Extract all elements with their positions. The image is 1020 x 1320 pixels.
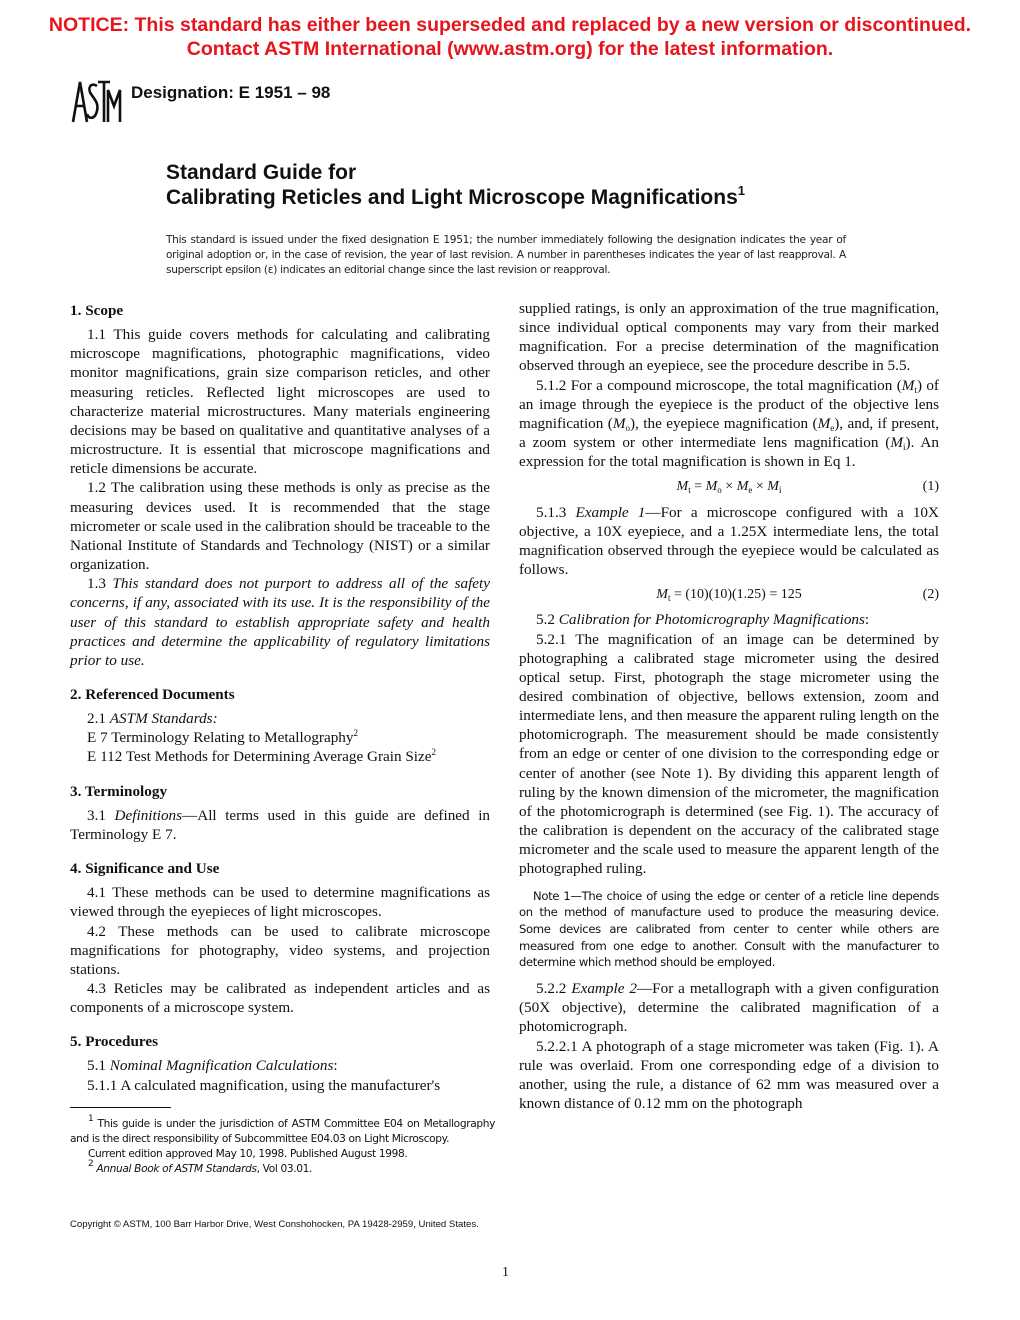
text-segment: —For a microscope configured with a 10X objective, a 10X eyepiece, and a 1.25X intermediate lens, the total magnification observed through the eyepiece would be calculated as follows. (519, 503, 939, 579)
text-segment: E 7 Terminology Relating to Metallography (87, 729, 354, 747)
text-segment: 1.2 The calibration using these methods is only as precise as the measuring devices used. It is recommended that the stage micrometer or scale used in the calibration should be traceable to the National Institute of Standards and Technology (NIST) or a similar organization. (70, 479, 490, 574)
text-segment: : (864, 611, 870, 629)
text-segment: Definitions (114, 806, 183, 824)
text-segment: ), the eyepiece magnification ( (629, 414, 818, 432)
footnote-divider (70, 1107, 171, 1108)
section-heading (70, 1032, 490, 1051)
text-segment: Example 1 (575, 503, 646, 521)
notice-line-1: NOTICE: This standard has either been superseded and replaced by a new version or discontinued. (48, 14, 972, 36)
text-segment: = (690, 479, 706, 495)
text-segment: : (333, 1057, 338, 1075)
text-segment: —All terms used in this guide are defined in Terminology E 7. (70, 806, 491, 843)
text-segment: M (901, 376, 915, 394)
text-segment: e (830, 422, 835, 433)
text-segment: t (914, 384, 917, 395)
equation (519, 477, 939, 496)
paragraph (70, 806, 490, 844)
paragraph (70, 883, 490, 921)
footnote-text: , Vol 03.01. (256, 1163, 313, 1175)
text-segment: ASTM Standards: (109, 710, 218, 728)
section-heading (70, 859, 490, 878)
text-segment: t (667, 593, 671, 604)
text-segment: Note 1—The choice of using the edge or center of a reticle line depends on the method of manufacture used to produce the measuring device. Some devices are calibrated from center to center while others are measured from one edge to another. Consult with the manufacturer to determine which method should be employed. (519, 888, 939, 970)
text-segment: 5.2.2 (536, 980, 572, 998)
footnote-text: Annual Book of ASTM Standards (93, 1163, 257, 1175)
text-segment: 4.3 Reticles may be calibrated as independent articles and as components of a microscope system. (70, 980, 490, 1017)
text-segment: 4. Significance and Use (70, 860, 220, 878)
section-heading (70, 782, 490, 801)
note (519, 888, 939, 972)
title-line-2 (166, 183, 745, 210)
footnote-1-edition: Current edition approved May 10, 1998. Published August 1998. (88, 1148, 408, 1160)
text-segment: o (717, 485, 722, 496)
text-segment: M (736, 479, 749, 495)
paragraph (519, 299, 939, 376)
text-segment: × (752, 479, 768, 495)
paragraph (519, 610, 939, 629)
text-segment: o (625, 422, 630, 433)
title-line-1: Standard Guide for (166, 161, 357, 184)
text-segment: E 112 Test Methods for Determining Average Grain Size (87, 748, 432, 766)
text-segment: Nominal Magnification Calculations (109, 1057, 334, 1075)
text-segment: 2 (431, 747, 437, 758)
text-segment: ) of an image through the eyepiece is the product of the objective lens magnification ( (519, 376, 939, 432)
text-segment: supplied ratings, is only an approximation of the true magnification, since individual optical components may vary from their marked magnification. For a precise determination of the magnification observed through an eyepiece, see the procedure describe in 5.5. (519, 300, 939, 375)
text-segment: M (705, 479, 718, 495)
text-segment: 1. Scope (70, 302, 124, 319)
reference-item (70, 747, 490, 766)
footnote-mark: 1 (88, 1114, 94, 1124)
text-segment: ). An expression for the total magnification is shown in Eq 1. (519, 434, 939, 471)
text-segment: M (890, 434, 904, 452)
footnotes (70, 1114, 495, 1177)
text-segment: 5.1 (87, 1057, 110, 1075)
text-segment: e (748, 485, 753, 496)
footnote-1 (70, 1114, 495, 1147)
title-text: Calibrating Reticles and Light Microscope Magnifications (166, 186, 738, 209)
paragraph (70, 922, 490, 979)
text-segment: M (656, 587, 668, 603)
reference-item (70, 728, 490, 747)
paragraph (519, 630, 939, 879)
text-segment: 4.2 These methods can be used to calibrate microscope magnifications for photography, video systems, and projection stations. (70, 922, 490, 978)
paragraph (519, 1037, 939, 1114)
text-segment: t (688, 485, 691, 496)
section-heading (70, 301, 490, 320)
text-segment: M (612, 414, 626, 432)
text-segment: 1.3 (87, 575, 113, 593)
text-segment: 2 (353, 728, 358, 739)
right-column (519, 299, 939, 1113)
footnote-text: This guide is under the jurisdiction of ASTM Committee E04 on Metallography and is the direct responsibility of Subcommittee E04.03 on Light Microscopy. (70, 1118, 495, 1145)
paragraph (70, 325, 490, 478)
issuance-note: This standard is issued under the fixed designation E 1951; the number immediately following the designation indicates the year of original adoption or, in the case of revision, the year of last revision. A number in parentheses indicates the year of last reapproval. A superscript epsilon (ε) indicates an editorial change since the last revision or reapproval. (166, 234, 846, 276)
astm-logo (70, 78, 122, 124)
paragraph (70, 1076, 490, 1095)
text-segment: 5.2.1 The magnification of an image can be determined by photographing a calibrated stage micrometer using the desired optical setup. First, photograph the stage micrometer using the desired combination of objective, bellows extension, zoom and intermediate lens, and then measure the apparent ruling length on the photomicrograph. The measurement should be made consistently from an edge or center of one division to the corresponding edge or center of another (see Note 1). By dividing this apparent length of ruling by the known dimension of the micrometer, the magnification of the photomicrograph is determined (see Fig. 1). The accuracy of the calibration is dependent on the accuracy of the calibrated stage micrometer and the scale used to measure the apparent length of the photographed ruling. (519, 630, 939, 878)
notice-line-2: Contact ASTM International (www.astm.org) for the latest information. (186, 38, 834, 60)
left-column (70, 299, 490, 1095)
paragraph (519, 503, 939, 580)
spacer (70, 1017, 490, 1030)
title-footnote-mark: 1 (737, 183, 745, 198)
paragraph (519, 376, 939, 472)
section-heading (70, 685, 490, 704)
text-segment: = (10)(10)(1.25) = 125 (670, 587, 802, 603)
paragraph (70, 478, 490, 574)
reference-item (70, 709, 490, 728)
text-segment: —For a metallograph with a given configuration (50X objective), determine the calibrated magnification of a photomicrograph. (519, 980, 939, 1036)
text-segment: × (721, 479, 737, 495)
equation-number: (1) (922, 479, 939, 495)
text-segment: 2. Referenced Documents (70, 685, 235, 703)
footnote-mark: 2 (88, 1159, 94, 1169)
text-segment: Example 2 (571, 980, 637, 998)
text-segment: 3. Terminology (70, 782, 168, 800)
page-number: 1 (502, 1265, 509, 1280)
reference-item (70, 1056, 490, 1075)
text-segment: Calibration for Photomicrography Magnifications (558, 611, 865, 629)
equation-number: (2) (922, 587, 939, 603)
text-segment: M (767, 479, 779, 495)
paragraph (70, 574, 490, 670)
text-segment: 2.1 (87, 710, 110, 728)
copyright: Copyright © ASTM, 100 Barr Harbor Drive, West Conshohocken, PA 19428-2959, United States. (70, 1219, 479, 1230)
text-segment: M (817, 414, 831, 432)
text-segment: This standard does not purport to address all of the safety concerns, if any, associated with its use. It is the responsibility of the user of this standard to establish appropriate safety and health practices and determine the applicability of regulatory limitations prior to use. (70, 575, 491, 669)
text-segment: 5.2.2.1 A photograph of a stage micrometer was taken (Fig. 1). A rule was overlaid. From one corresponding edge of a division to another, using the rule, a distance of 62 mm was measured over a known distance of 0.12 mm on the photograph (519, 1037, 939, 1112)
footnote-2 (70, 1159, 495, 1177)
text-segment: 5.1.2 For a compound microscope, the total magnification ( (536, 376, 902, 394)
text-segment: i (778, 485, 782, 496)
spacer (70, 670, 490, 683)
text-segment: 5.1.1 A calculated magnification, using the manufacturer's (87, 1076, 441, 1094)
text-segment: 5.2 (536, 611, 559, 629)
text-segment: 4.1 These methods can be used to determine magnifications as viewed through the eyepieces of light microscopes. (70, 884, 490, 921)
text-segment: 1.1 This guide covers methods for calculating and calibrating microscope magnifications, photographic magnifications, video monitor magnifications, grain size comparison reticles, and other measuring reticles. Reflected light microscopes are used to characterize material microstructures. Many materials engineering decisions may be based on qualitative and quantitative analyses of a microstructure. It is essential that microscope magnifications and reticle dimensions be accurate. (70, 326, 490, 478)
spacer (70, 767, 490, 780)
text-segment: M (676, 479, 689, 495)
text-segment: 5.1.3 (536, 503, 576, 521)
paragraph (70, 979, 490, 1017)
text-segment: ), and, if present, a zoom system or other intermediate lens magnification ( (519, 414, 939, 452)
equation (519, 585, 939, 604)
paragraph (519, 979, 939, 1036)
text-segment: 5. Procedures (70, 1033, 159, 1051)
text-segment: 3.1 (87, 806, 115, 824)
spacer (70, 844, 490, 857)
text-segment: i (903, 442, 906, 453)
designation: Designation: E 1951 – 98 (131, 83, 331, 102)
